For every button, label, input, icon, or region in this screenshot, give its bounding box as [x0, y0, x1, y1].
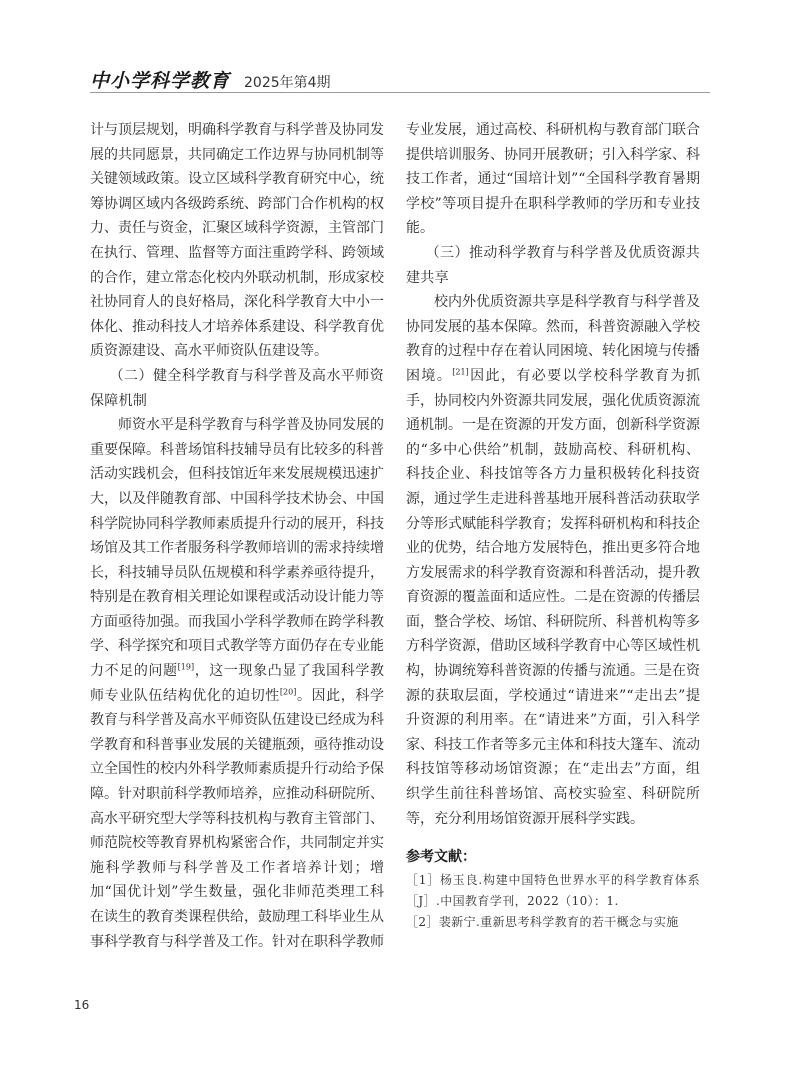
left-column — [90, 118, 384, 954]
paragraph-text: 师资水平是科学教育与科学普及协同发展的重要保障。科普场馆科技辅导员有比较多的科普活动实践机会，但科技馆近年来发展规模迅速扩大，以及伴随教育部、中国科学技术协会、中国科学院协同科学教师素质提升行动的展开，科技场馆及其工作者服务科学教师培训的需求持续增长，科技辅导员队伍规模和科学素养亟待提升，特别是在教育相关理论如课程或活动设计能力等方面亟待加强。而我国小学科学教师在跨学科教学、科学探究和项目式教学等方面仍存在专业能力不足的问题 — [90, 417, 384, 680]
paragraph — [90, 118, 384, 364]
paragraph-text: 校内外优质资源共享是科学教育与科学普及协同发展的基本保障。然而，科普资源融入学校教育的过程中存在着认同困境、转化困境与传播困境。 — [406, 294, 700, 384]
right-column — [406, 118, 700, 831]
references-title: 参考文献： — [406, 849, 476, 865]
reference-item: ［1］杨玉良.构建中国特色世界水平的科学教育体系［J］.中国教育学刊，2022（10）：1. — [406, 873, 700, 908]
references-section — [406, 846, 700, 933]
paragraph-text: 专业发展，通过高校、科研机构与教育部门联合提供培训服务、协同开展教研；引入科学家、科技工作者，通过“国培计划”“全国科学教育暑期学校”等项目提升在职科学教师的学历和专业技能。 — [406, 122, 700, 237]
paragraph — [406, 118, 700, 241]
paragraph-text: ，这一现象凸显了我国科学教师专业队伍结构优化的迫切性 — [90, 663, 384, 704]
section-heading: （二）健全科学教育与科学普及高水平师资保障机制 — [90, 367, 384, 409]
page-number: 16 — [74, 998, 90, 1012]
reference-item: ［2］裴新宁.重新思考科学教育的若干概念与实施 — [406, 915, 679, 929]
citation-mark: [19] — [177, 662, 195, 672]
paragraph — [406, 290, 700, 831]
citation-mark: [20] — [279, 687, 297, 696]
journal-logo: 中小学科学教育 — [90, 70, 231, 92]
paragraph-text: 因此，有必要以学校科学教育为抓手，协同校内外资源共同发展，强化优质资源流通机制。一是在资源的开发方面，创新科学资源的“多中心供给”机制，鼓励高校、科研机构、科技企业、科技馆等各方力量积极转化科技资源，通过学生走进科普基地开展科普活动获取学分等形式赋能科学教育；发挥科研机构和科技企业的优势，结合地方发展特色，推出更多符合地方发展需求的科学教育资源和科普活动，提升教育资源的覆盖面和适应性。二是在资源的传播层面，整合学校、场馆、科研院所、科普机构等多方科学资源，借助区域科学教育中心等区域性机构，协调统筹科普资源的传播与流通。三是在资源的获取层面，学校通过“请进来”“走出去”提升资源的利用率。在“请进来”方面，引入科学家、科技工作者等多元主体和科技大篷车、流动科技馆等移动场馆资源；在“走出去”方面，组织学生前往科普场馆、高校实验室、科研院所等，充分利用场馆资源开展科学实践。 — [406, 367, 701, 827]
running-header — [90, 66, 331, 93]
paragraph — [90, 413, 384, 954]
issue-label: 2025年第4期 — [244, 75, 331, 91]
paragraph-text: 。因此，科学教育与科学普及高水平师资队伍建设已经成为科学教育和科普事业发展的关键瓶颈，亟待推动设立全国性的校内外科学教师素质提升行动给予保障。针对职前科学教师培养，应推动科研院所、高水平研究型大学等科技机构与教育主管部门、师范院校等教育界机构紧密合作，共同制定并实施科学教师与科学普及工作者培养计划；增加“国优计划”学生数量，强化非师范类理工科在读生的教育类课程供给，鼓励理工科毕业生从事科学教育与科学普及工作。针对在职科学教师 — [90, 687, 384, 950]
citation-mark: [21] — [452, 367, 469, 377]
header-rule — [90, 92, 710, 93]
paragraph-text: 计与顶层规划，明确科学教育与科学普及协同发展的共同愿景，共同确定工作边界与协同机制等关键领域政策。设立区域科学教育研究中心，统筹协调区域内各级跨系统、跨部门合作机构的权力、责任与资金，汇聚区域科学资源，主管部门在执行、管理、监督等方面注重跨学科、跨领域的合作，建立常态化校内外联动机制，形成家校社协同育人的良好格局，深化科学教育大中小一体化、推动科技人才培养体系建设、科学教育优质资源建设、高水平师资队伍建设等。 — [90, 122, 384, 360]
section-heading: （三）推动科学教育与科学普及优质资源共建共享 — [406, 244, 700, 286]
